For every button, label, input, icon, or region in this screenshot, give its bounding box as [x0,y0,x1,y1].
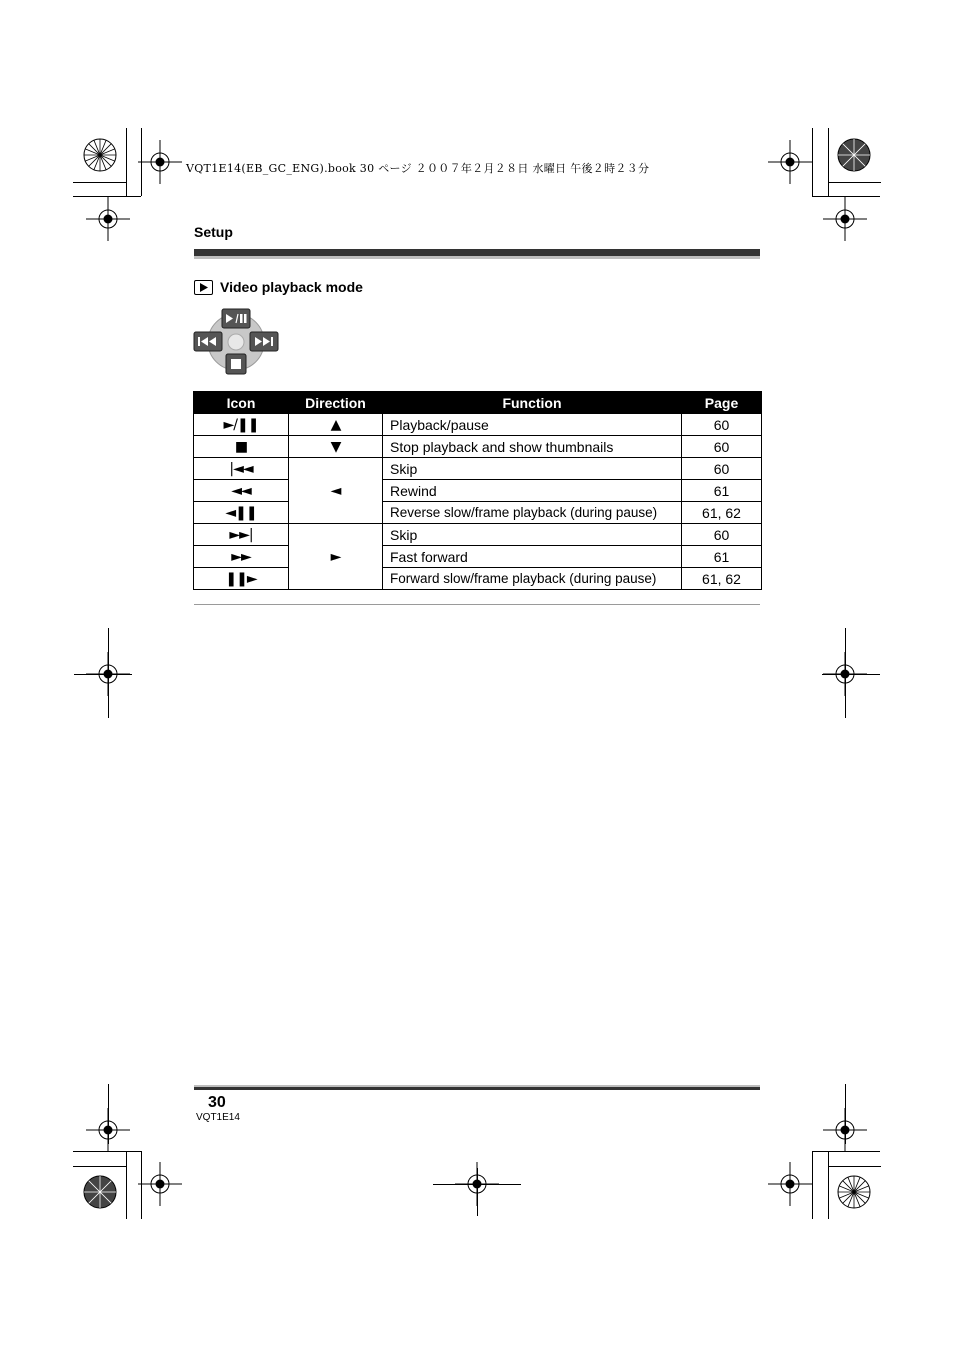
skip-forward-icon [250,332,278,351]
footer-rule [194,1085,760,1090]
registration-cross-icon [86,197,130,241]
header-rule [194,249,760,259]
direction-up-icon: ▲ [289,414,383,436]
function-cell: Playback/pause [383,414,682,436]
registration-wheel-icon [837,1175,871,1209]
stop-icon [226,354,246,374]
page-cell: 61, 62 [682,568,762,590]
play-pause-icon [222,309,250,328]
column-header-icon: Icon [194,392,289,414]
registration-cross-icon [768,1162,812,1206]
registration-cross-icon [138,140,182,184]
table-row [194,436,762,458]
function-cell: Stop playback and show thumbnails [383,436,682,458]
fast-forward-icon: ►► [194,546,289,568]
page-cell: 61 [682,480,762,502]
model-code: VQT1E14 [196,1112,240,1123]
play-mode-icon [194,280,213,295]
function-cell: Rewind [383,480,682,502]
stop-icon: ■ [194,436,289,458]
direction-down-icon: ▼ [289,436,383,458]
page-cell: 60 [682,414,762,436]
mode-title: Video playback mode [220,279,363,295]
direction-left-icon: ◄ [289,458,383,524]
function-cell: Skip [383,524,682,546]
column-header-function: Function [383,392,682,414]
function-cell: Skip [383,458,682,480]
function-cell: Forward slow/frame playback (during pause) [383,568,682,590]
rewind-icon: ◄◄ [194,480,289,502]
page-cell: 61, 62 [682,502,762,524]
table-row [194,458,762,480]
table-header-row [194,392,762,414]
registration-cross-icon [768,140,812,184]
direction-right-icon: ► [289,524,383,590]
table-row [194,414,762,436]
column-header-page: Page [682,392,762,414]
column-header-direction: Direction [289,392,383,414]
print-header-line: VQT1E14(EB_GC_ENG).book 30 ページ ２００７年２月２８日 水曜日 午後２時２３分 [186,162,650,175]
mode-heading [194,277,363,297]
function-cell: Reverse slow/frame playback (during pause) [383,502,682,524]
page-cell: 60 [682,524,762,546]
page-cell: 61 [682,546,762,568]
page-cell: 60 [682,436,762,458]
table-row [194,480,762,502]
registration-cross-icon [823,197,867,241]
table-row [194,546,762,568]
table-row [194,568,762,590]
registration-wheel-icon [837,138,871,172]
joystick-diagram [193,307,281,377]
registration-wheel-icon [83,1175,117,1209]
table-row [194,524,762,546]
skip-forward-icon: ►►| [194,524,289,546]
section-divider [194,604,760,605]
page-cell: 60 [682,458,762,480]
registration-wheel-icon [83,138,117,172]
page-number: 30 [208,1094,226,1111]
forward-slow-icon: ❚❚► [194,568,289,590]
function-table [193,391,762,590]
play-pause-icon: ►/❚❚ [194,414,289,436]
section-title: Setup [194,224,233,240]
skip-back-icon: |◄◄ [194,458,289,480]
table-row [194,502,762,524]
skip-back-icon [194,332,222,351]
function-cell: Fast forward [383,546,682,568]
registration-cross-icon [138,1162,182,1206]
reverse-slow-icon: ◄❚❚ [194,502,289,524]
